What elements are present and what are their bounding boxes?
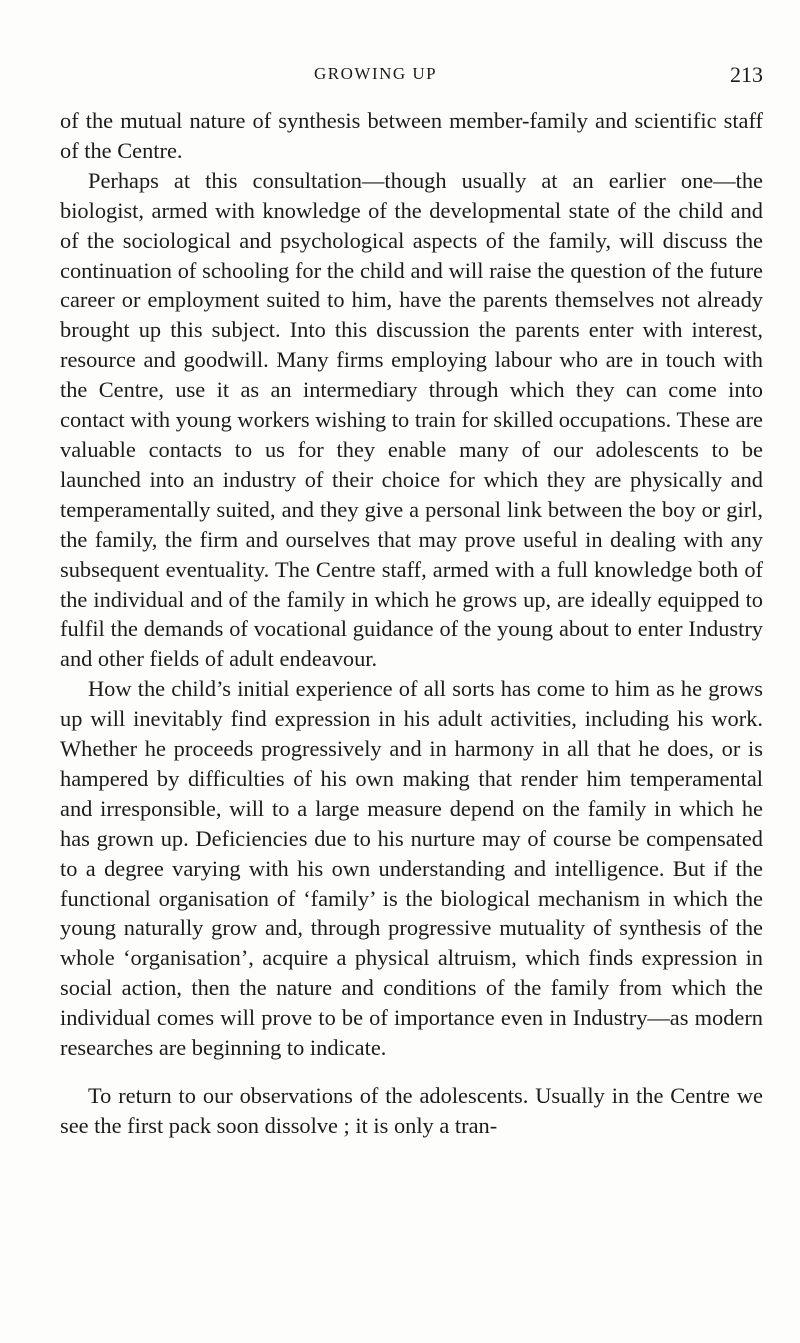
paragraph-consultation: Perhaps at this consultation—though usually at an earlier one—the biologist, armed with knowledge of the developmental state of the child and of the sociological and psychological aspects of the family, will discuss the continuation of schooling for the child and will raise the question of the future career or employment suited to him, have the parents themselves not already brought up this subject. Into this discussion the parents enter with interest, resource and goodwill. Many firms employing labour who are in touch with the Centre, use it as an intermediary through which they can come into contact with young workers wishing to train for skilled occupations. These are valuable contacts to us for they enable many of our adolescents to be launched into an industry of their choice for which they are physically and temperamentally suited, and they give a personal link between the boy or girl, the family, the firm and ourselves that may prove useful in dealing with any subsequent eventuality. The Centre staff, armed with a full knowledge both of the individual and of the family in which he grows up, are ideally equipped to fulfil the demands of vocational guidance of the young about to enter Industry and other fields of adult endeavour. xyxy=(60,167,763,672)
body-text xyxy=(60,106,763,1141)
page-number: 213 xyxy=(730,62,763,87)
paragraph-continued: of the mutual nature of synthesis between member-family and scientific staff of the Centre. xyxy=(60,108,763,163)
paragraph-initial-experience: How the child’s initial experience of all sorts has come to him as he grows up will inevitably find expression in his adult activities, including his work. Whether he proceeds progressively and in harmony in all that he does, or is hampered by difficulties of his own making that render him temperamental and irresponsible, will to a large measure depend on the family in which he has grown up. Deficiencies due to his nurture may of course be compensated to a degree varying with his own understanding and intelligence. But if the functional organisation of ‘family’ is the biological mechanism in which the young naturally grow and, through progressive mutuality of synthesis of the whole ‘organisation’, acquire a physical altruism, which finds expression in social action, then the nature and conditions of the family from which the individual comes will prove to be of importance even in Industry—as modern researches are beginning to indicate. xyxy=(60,676,763,1061)
running-head xyxy=(60,64,763,94)
running-title: GROWING UP xyxy=(314,64,438,83)
paragraph-observations: To return to our observations of the adolescents. Usually in the Centre we see the first pack soon dissolve ; it is only a tran- xyxy=(60,1083,763,1138)
